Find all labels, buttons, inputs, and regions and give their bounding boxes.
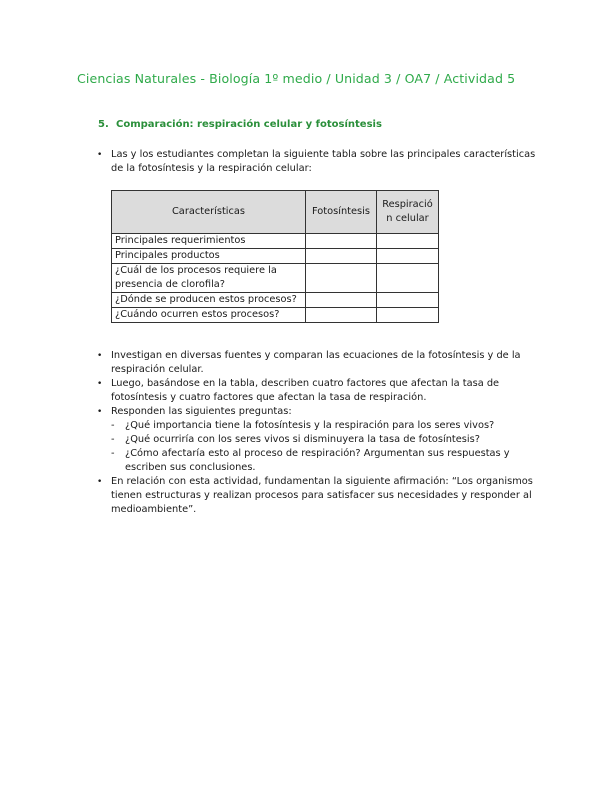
table-row bbox=[112, 264, 439, 293]
header-respiracion: Respiración celular bbox=[377, 191, 439, 234]
dash-icon: - bbox=[111, 420, 115, 431]
row-label: Principales requerimientos bbox=[112, 234, 306, 249]
row-label: Principales productos bbox=[112, 249, 306, 264]
header-fotosintesis: Fotosíntesis bbox=[306, 191, 377, 234]
list-item bbox=[95, 405, 547, 475]
bullet-icon: • bbox=[97, 379, 103, 389]
list-item bbox=[95, 377, 547, 405]
empty-cell[interactable] bbox=[306, 293, 377, 308]
table-header-row bbox=[112, 191, 439, 234]
intro-text: Las y los estudiantes completan la siguiente tabla sobre las principales características de la fotosíntesis y la respiración celular: bbox=[111, 149, 536, 174]
empty-cell[interactable] bbox=[306, 264, 377, 293]
empty-cell[interactable] bbox=[306, 249, 377, 264]
bullet-icon: • bbox=[97, 150, 103, 160]
row-label: ¿Cuándo ocurren estos procesos? bbox=[112, 308, 306, 323]
table-row bbox=[112, 293, 439, 308]
bullet-icon: • bbox=[97, 407, 103, 417]
bullet-icon: • bbox=[97, 351, 103, 361]
question-text: ¿Qué ocurriría con los seres vivos si disminuyera la tasa de fotosíntesis? bbox=[125, 434, 480, 445]
question-item bbox=[111, 447, 547, 475]
empty-cell[interactable] bbox=[377, 293, 439, 308]
comparison-table bbox=[111, 190, 439, 323]
empty-cell[interactable] bbox=[377, 249, 439, 264]
empty-cell[interactable] bbox=[377, 308, 439, 323]
row-label: ¿Cuál de los procesos requiere la presencia de clorofila? bbox=[112, 264, 306, 293]
question-text: ¿Qué importancia tiene la fotosíntesis y la respiración para los seres vivos? bbox=[125, 420, 495, 431]
table-row bbox=[112, 308, 439, 323]
bullet-text: Luego, basándose en la tabla, describen cuatro factores que afectan la tasa de fotosíntesis y cuatro factores que afectan la tasa de respiración. bbox=[111, 378, 500, 403]
table-row bbox=[112, 249, 439, 264]
empty-cell[interactable] bbox=[306, 234, 377, 249]
comparison-table-wrapper bbox=[111, 190, 439, 323]
bullet-text: En relación con esta actividad, fundamentan la siguiente afirmación: “Los organismos tienen estructuras y realizan procesos para satisfacer sus necesidades y responder al medioambiente”. bbox=[111, 476, 533, 515]
intro-list bbox=[95, 148, 547, 176]
row-label: ¿Dónde se producen estos procesos? bbox=[112, 293, 306, 308]
empty-cell[interactable] bbox=[377, 264, 439, 293]
dash-icon: - bbox=[111, 448, 115, 459]
section-title-text: Comparación: respiración celular y fotosíntesis bbox=[116, 119, 382, 130]
empty-cell[interactable] bbox=[377, 234, 439, 249]
bullet-text: Responden las siguientes preguntas: bbox=[111, 406, 292, 417]
question-text: ¿Cómo afectaría esto al proceso de respiración? Argumentan sus respuestas y escriben sus conclusiones. bbox=[125, 448, 510, 473]
page-header: Ciencias Naturales - Biología 1º medio / Unidad 3 / OA7 / Actividad 5 bbox=[77, 71, 516, 86]
section-number: 5. bbox=[98, 119, 109, 130]
list-item bbox=[95, 475, 547, 517]
dash-icon: - bbox=[111, 434, 115, 445]
list-item bbox=[95, 148, 547, 176]
list-item bbox=[95, 349, 547, 377]
empty-cell[interactable] bbox=[306, 308, 377, 323]
bullet-text: Investigan en diversas fuentes y comparan las ecuaciones de la fotosíntesis y de la respiración celular. bbox=[111, 350, 521, 375]
question-item bbox=[111, 433, 547, 447]
section-title bbox=[98, 119, 382, 130]
header-caracteristicas: Características bbox=[112, 191, 306, 234]
bullet-icon: • bbox=[97, 477, 103, 487]
table-row bbox=[112, 234, 439, 249]
activity-list bbox=[95, 349, 547, 517]
question-item bbox=[111, 419, 547, 433]
